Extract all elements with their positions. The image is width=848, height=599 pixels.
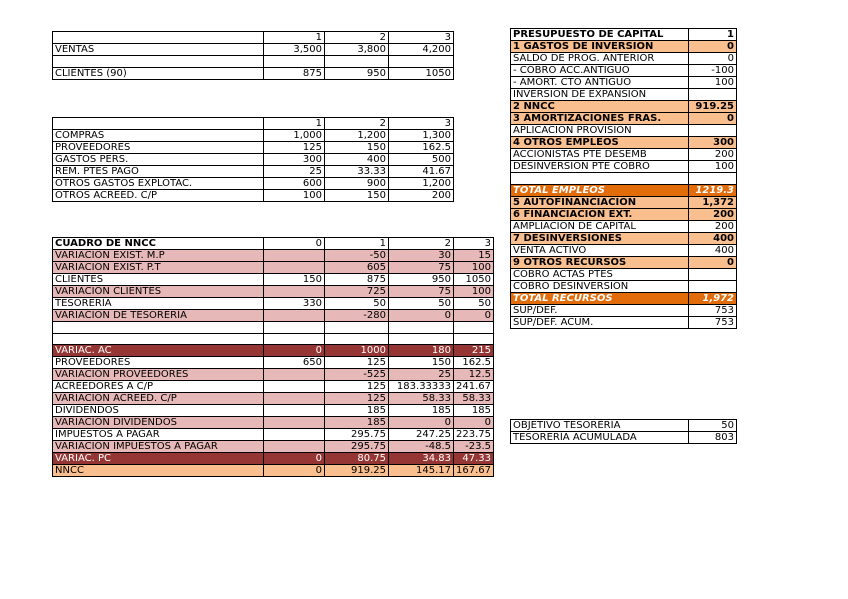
cell-value: 0 bbox=[689, 53, 737, 65]
table-row bbox=[511, 432, 737, 444]
table-row bbox=[53, 44, 454, 56]
cell-value: 3 bbox=[454, 238, 494, 250]
cell-value: 100 bbox=[454, 286, 494, 298]
table-row bbox=[53, 369, 494, 381]
cell-value bbox=[264, 250, 325, 262]
cell-value: 1,200 bbox=[325, 130, 389, 142]
table-row bbox=[53, 357, 494, 369]
table-row bbox=[53, 322, 494, 334]
table-row bbox=[511, 220, 737, 232]
row-label: VARIACIÓN ACREED. C/P bbox=[53, 393, 264, 405]
cell-value: 215 bbox=[454, 345, 494, 357]
cell-value bbox=[689, 89, 737, 101]
cell-value: 247.25 bbox=[389, 429, 454, 441]
row-label: 6 FINANCIACIÓN EXT. bbox=[511, 208, 689, 220]
cell-value: 0 bbox=[389, 417, 454, 429]
cell-value: 223.75 bbox=[454, 429, 494, 441]
row-label bbox=[53, 32, 264, 44]
cell-value: 0 bbox=[454, 417, 494, 429]
row-label: CLIENTES (90) bbox=[53, 67, 264, 79]
cell-value: 150 bbox=[264, 274, 325, 286]
cell-value: 58.33 bbox=[389, 393, 454, 405]
cell-value: 400 bbox=[689, 232, 737, 244]
cell-value bbox=[264, 417, 325, 429]
cell-value: 650 bbox=[264, 357, 325, 369]
table-row bbox=[511, 280, 737, 292]
cell-value: 75 bbox=[389, 286, 454, 298]
row-label: PRESUPUESTO DE CAPITAL bbox=[511, 29, 689, 41]
cell-value: 34.83 bbox=[389, 453, 454, 465]
cell-value: 0 bbox=[689, 256, 737, 268]
row-label: 7 DESINVERSIONES bbox=[511, 232, 689, 244]
row-label: TOTAL RECURSOS bbox=[511, 292, 689, 304]
row-label: COMPRAS bbox=[53, 130, 264, 142]
cell-value: 185 bbox=[389, 405, 454, 417]
cell-value: 125 bbox=[264, 142, 325, 154]
cell-value: 605 bbox=[325, 262, 389, 274]
cell-value bbox=[264, 429, 325, 441]
cell-value bbox=[264, 56, 325, 68]
row-label: CUADRO DE NNCC bbox=[53, 238, 264, 250]
row-label: COBRO DESINVERSIÓN bbox=[511, 280, 689, 292]
row-label: TESORERÍA ACUMULADA bbox=[511, 432, 689, 444]
row-label: OTROS ACREED. C/P bbox=[53, 190, 264, 202]
row-label: 4 OTROS EMPLEOS bbox=[511, 137, 689, 149]
cell-value: 1 bbox=[689, 29, 737, 41]
cell-value: 3,800 bbox=[325, 44, 389, 56]
row-label: CLIENTES bbox=[53, 274, 264, 286]
sales-table bbox=[52, 31, 454, 80]
row-label: DIVIDENDOS bbox=[53, 405, 264, 417]
table-row bbox=[53, 190, 454, 202]
cell-value: 200 bbox=[689, 208, 737, 220]
cell-value: 3 bbox=[389, 32, 454, 44]
row-label: VARIAC. PC bbox=[53, 453, 264, 465]
row-label: ACREEDORES A C/P bbox=[53, 381, 264, 393]
cell-value: 875 bbox=[264, 67, 325, 79]
table-row bbox=[53, 262, 494, 274]
cell-value: 167.67 bbox=[454, 465, 494, 477]
table-row bbox=[53, 67, 454, 79]
cell-value: 3,500 bbox=[264, 44, 325, 56]
cell-value: 1050 bbox=[389, 67, 454, 79]
cell-value bbox=[389, 333, 454, 345]
row-label: 9 OTROS RECURSOS bbox=[511, 256, 689, 268]
row-label bbox=[53, 333, 264, 345]
row-label: TOTAL EMPLEOS bbox=[511, 184, 689, 196]
cell-value bbox=[264, 322, 325, 334]
cell-value: 180 bbox=[389, 345, 454, 357]
cell-value: 100 bbox=[264, 190, 325, 202]
row-label bbox=[511, 173, 689, 185]
table-row bbox=[511, 232, 737, 244]
cell-value: 1,000 bbox=[264, 130, 325, 142]
cell-value: 100 bbox=[454, 262, 494, 274]
cell-value bbox=[264, 369, 325, 381]
row-label: AMPLIACIÓN DE CAPITAL bbox=[511, 220, 689, 232]
row-label: VENTAS bbox=[53, 44, 264, 56]
row-label: INVERSION DE EXPANSIÓN bbox=[511, 89, 689, 101]
table-row bbox=[53, 405, 494, 417]
cell-value: 47.33 bbox=[454, 453, 494, 465]
table-row bbox=[53, 345, 494, 357]
cell-value bbox=[689, 280, 737, 292]
table-row bbox=[53, 178, 454, 190]
table-row bbox=[511, 208, 737, 220]
cell-value bbox=[689, 125, 737, 137]
cell-value: 50 bbox=[325, 298, 389, 310]
cell-value: 33.33 bbox=[325, 166, 389, 178]
row-label: OTROS GASTOS EXPLOTAC. bbox=[53, 178, 264, 190]
cell-value: -48.5 bbox=[389, 441, 454, 453]
table-row bbox=[53, 142, 454, 154]
cell-value: 50 bbox=[689, 420, 737, 432]
cell-value: 400 bbox=[689, 244, 737, 256]
table-row bbox=[53, 154, 454, 166]
row-label: 2 NNCC bbox=[511, 101, 689, 113]
cell-value: 1,300 bbox=[389, 130, 454, 142]
table-row bbox=[53, 286, 494, 298]
row-label: - AMORT. CTO ANTIGUO bbox=[511, 77, 689, 89]
cell-value: 25 bbox=[264, 166, 325, 178]
cell-value bbox=[689, 173, 737, 185]
cell-value: -280 bbox=[325, 310, 389, 322]
cell-value bbox=[325, 56, 389, 68]
table-row bbox=[53, 56, 454, 68]
cell-value: 150 bbox=[325, 190, 389, 202]
cell-value bbox=[454, 322, 494, 334]
treasury-table bbox=[510, 419, 737, 444]
cell-value: 1000 bbox=[325, 345, 389, 357]
cell-value: 200 bbox=[689, 220, 737, 232]
table-row bbox=[511, 420, 737, 432]
table-row bbox=[511, 184, 737, 196]
cell-value: 185 bbox=[454, 405, 494, 417]
cell-value: 185 bbox=[325, 417, 389, 429]
table-row bbox=[511, 304, 737, 316]
cell-value: 3 bbox=[389, 118, 454, 130]
table-row bbox=[53, 310, 494, 322]
row-label: SUP/DEF. bbox=[511, 304, 689, 316]
cell-value: 1219.3 bbox=[689, 184, 737, 196]
row-label: - COBRO ACC.ANTIGUO bbox=[511, 65, 689, 77]
row-label: DESINVERSIÓN PTE COBRO bbox=[511, 161, 689, 173]
cell-value: 1 bbox=[325, 238, 389, 250]
cell-value: 75 bbox=[389, 262, 454, 274]
table-row bbox=[511, 316, 737, 328]
costs-table bbox=[52, 117, 454, 202]
cell-value: 400 bbox=[325, 154, 389, 166]
table-row bbox=[511, 244, 737, 256]
cell-value: 0 bbox=[454, 310, 494, 322]
table-row bbox=[511, 268, 737, 280]
table-row bbox=[53, 381, 494, 393]
cell-value bbox=[264, 393, 325, 405]
table-row bbox=[511, 149, 737, 161]
cell-value: 900 bbox=[325, 178, 389, 190]
table-row bbox=[511, 137, 737, 149]
cell-value: 185 bbox=[325, 405, 389, 417]
cell-value: 295.75 bbox=[325, 441, 389, 453]
row-label: 5 AUTOFINANCIACIÓN bbox=[511, 196, 689, 208]
table-row bbox=[53, 453, 494, 465]
cell-value bbox=[264, 441, 325, 453]
cell-value: 950 bbox=[389, 274, 454, 286]
cell-value: 30 bbox=[389, 250, 454, 262]
cell-value: -50 bbox=[325, 250, 389, 262]
cell-value: 0 bbox=[689, 41, 737, 53]
table-row bbox=[53, 333, 494, 345]
table-row bbox=[53, 429, 494, 441]
cell-value: 300 bbox=[689, 137, 737, 149]
row-label: APLICACIÓN PROVISIÓN bbox=[511, 125, 689, 137]
cell-value: 1 bbox=[264, 32, 325, 44]
cell-value: 1,972 bbox=[689, 292, 737, 304]
table-header-row bbox=[53, 32, 454, 44]
table-row bbox=[511, 161, 737, 173]
cell-value: 600 bbox=[264, 178, 325, 190]
table-row bbox=[511, 173, 737, 185]
table-row bbox=[511, 41, 737, 53]
row-label: SUP/DEF. ACUM. bbox=[511, 316, 689, 328]
cell-value: 919.25 bbox=[689, 101, 737, 113]
row-label: COBRO ACTAS PTES bbox=[511, 268, 689, 280]
cell-value bbox=[325, 333, 389, 345]
cell-value: 12.5 bbox=[454, 369, 494, 381]
row-label: TESORERÍA bbox=[53, 298, 264, 310]
cell-value: 1 bbox=[264, 118, 325, 130]
cell-value: 15 bbox=[454, 250, 494, 262]
cell-value: -23.5 bbox=[454, 441, 494, 453]
cell-value: 1,372 bbox=[689, 196, 737, 208]
row-label: SALDO DE PROG. ANTERIOR bbox=[511, 53, 689, 65]
row-label: VARIACIÓN CLIENTES bbox=[53, 286, 264, 298]
cell-value: 241.67 bbox=[454, 381, 494, 393]
row-label: IMPUESTOS A PAGAR bbox=[53, 429, 264, 441]
table-row bbox=[511, 89, 737, 101]
cell-value: 1050 bbox=[454, 274, 494, 286]
cell-value: 753 bbox=[689, 316, 737, 328]
cell-value: 0 bbox=[264, 345, 325, 357]
table-row bbox=[511, 256, 737, 268]
cell-value bbox=[454, 333, 494, 345]
table-header-row bbox=[53, 238, 494, 250]
row-label: VARIACIÓN EXIST. M.P bbox=[53, 250, 264, 262]
nncc-table bbox=[52, 237, 494, 477]
cell-value: 0 bbox=[264, 238, 325, 250]
cell-value: 300 bbox=[264, 154, 325, 166]
row-label: ACCIONISTAS PTE DESEMB bbox=[511, 149, 689, 161]
row-label: REM. PTES PAGO bbox=[53, 166, 264, 178]
row-label: 3 AMORTIZACIONES FRAS. bbox=[511, 113, 689, 125]
row-label: VENTA ACTIVO bbox=[511, 244, 689, 256]
table-row bbox=[511, 77, 737, 89]
table-row bbox=[511, 29, 737, 41]
cell-value: 725 bbox=[325, 286, 389, 298]
cell-value: 4,200 bbox=[389, 44, 454, 56]
cell-value bbox=[389, 322, 454, 334]
row-label: VARIACIÓN IMPUESTOS A PAGAR bbox=[53, 441, 264, 453]
cell-value: 150 bbox=[325, 142, 389, 154]
cell-value: 162.5 bbox=[454, 357, 494, 369]
table-header-row bbox=[53, 118, 454, 130]
cell-value: 875 bbox=[325, 274, 389, 286]
table-row bbox=[511, 65, 737, 77]
table-row bbox=[53, 393, 494, 405]
row-label: 1 GASTOS DE INVERSIÓN bbox=[511, 41, 689, 53]
table-row bbox=[511, 292, 737, 304]
table-row bbox=[53, 298, 494, 310]
cell-value: 753 bbox=[689, 304, 737, 316]
cell-value bbox=[325, 322, 389, 334]
cell-value: 295.75 bbox=[325, 429, 389, 441]
cell-value: 41.67 bbox=[389, 166, 454, 178]
cell-value: 125 bbox=[325, 393, 389, 405]
row-label: GASTOS PERS. bbox=[53, 154, 264, 166]
row-label bbox=[53, 56, 264, 68]
row-label: VARIACIÓN DE TESORERÍA bbox=[53, 310, 264, 322]
cell-value: 0 bbox=[264, 465, 325, 477]
row-label: PROVEEDORES bbox=[53, 357, 264, 369]
cell-value bbox=[689, 268, 737, 280]
row-label: VARIACIÓN EXIST. P.T bbox=[53, 262, 264, 274]
cell-value: 25 bbox=[389, 369, 454, 381]
cell-value: 80.75 bbox=[325, 453, 389, 465]
cell-value: 200 bbox=[389, 190, 454, 202]
row-label: PROVEEDORES bbox=[53, 142, 264, 154]
cell-value: 803 bbox=[689, 432, 737, 444]
table-row bbox=[511, 53, 737, 65]
cell-value: 50 bbox=[454, 298, 494, 310]
table-row bbox=[53, 274, 494, 286]
cell-value: 0 bbox=[264, 453, 325, 465]
row-label: VARIAC. AC bbox=[53, 345, 264, 357]
cell-value: 50 bbox=[389, 298, 454, 310]
cell-value: 100 bbox=[689, 77, 737, 89]
row-label bbox=[53, 118, 264, 130]
cell-value: 125 bbox=[325, 381, 389, 393]
table-row bbox=[53, 441, 494, 453]
table-row bbox=[53, 417, 494, 429]
cell-value bbox=[264, 333, 325, 345]
cell-value bbox=[264, 262, 325, 274]
table-row bbox=[53, 166, 454, 178]
cell-value bbox=[264, 310, 325, 322]
cell-value: 0 bbox=[689, 113, 737, 125]
cell-value: 125 bbox=[325, 357, 389, 369]
cell-value: 500 bbox=[389, 154, 454, 166]
cell-value: 2 bbox=[325, 32, 389, 44]
row-label bbox=[53, 322, 264, 334]
cell-value: -100 bbox=[689, 65, 737, 77]
cell-value: 950 bbox=[325, 67, 389, 79]
table-row bbox=[511, 125, 737, 137]
table-row bbox=[53, 130, 454, 142]
row-label: VARIACIÓN PROVEEDORES bbox=[53, 369, 264, 381]
cell-value: 1,200 bbox=[389, 178, 454, 190]
cell-value: 145.17 bbox=[389, 465, 454, 477]
row-label: NNCC bbox=[53, 465, 264, 477]
cell-value bbox=[264, 381, 325, 393]
cell-value: 100 bbox=[689, 161, 737, 173]
cell-value bbox=[264, 286, 325, 298]
row-label: OBJETIVO TESORERÍA bbox=[511, 420, 689, 432]
table-row bbox=[511, 113, 737, 125]
cell-value: 150 bbox=[389, 357, 454, 369]
cell-value bbox=[264, 405, 325, 417]
cell-value: -525 bbox=[325, 369, 389, 381]
cell-value: 58.33 bbox=[454, 393, 494, 405]
cell-value: 183.33333 bbox=[389, 381, 454, 393]
cell-value: 200 bbox=[689, 149, 737, 161]
cell-value: 919.25 bbox=[325, 465, 389, 477]
cell-value: 0 bbox=[389, 310, 454, 322]
table-row bbox=[53, 250, 494, 262]
table-row bbox=[511, 101, 737, 113]
capital-budget-table bbox=[510, 28, 737, 329]
table-row bbox=[511, 196, 737, 208]
table-row bbox=[53, 465, 494, 477]
cell-value: 330 bbox=[264, 298, 325, 310]
cell-value: 2 bbox=[389, 238, 454, 250]
cell-value: 162.5 bbox=[389, 142, 454, 154]
cell-value: 2 bbox=[325, 118, 389, 130]
cell-value bbox=[389, 56, 454, 68]
row-label: VARIACIÓN DIVIDENDOS bbox=[53, 417, 264, 429]
